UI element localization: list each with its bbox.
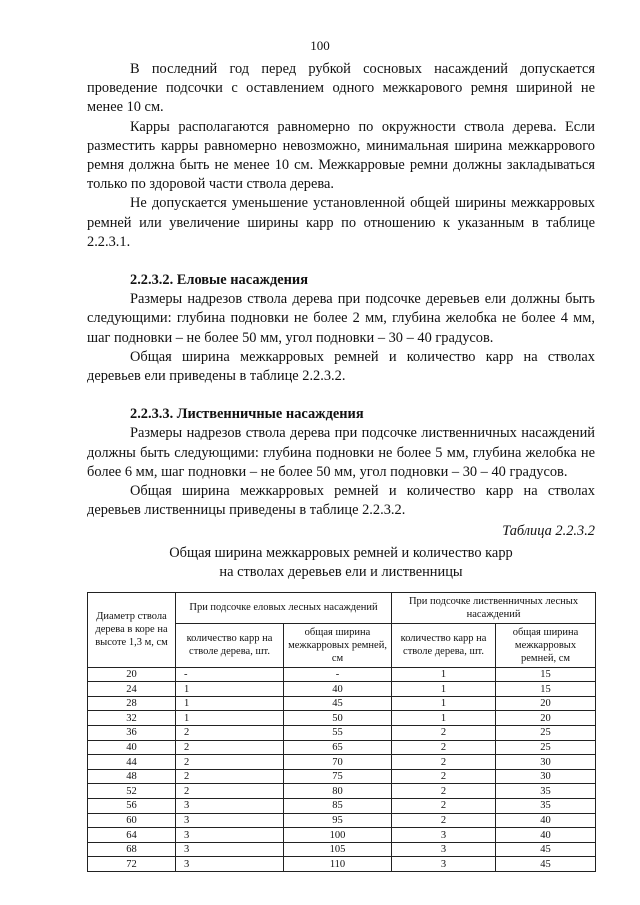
cell-spruce-width: 65 — [284, 740, 392, 755]
cell-spruce-count: 3 — [176, 799, 284, 814]
data-table — [87, 592, 596, 872]
cell-diameter: 52 — [88, 784, 176, 799]
header-larch-width: общая ширина межкарровых ремней, см — [496, 623, 596, 667]
cell-larch-width: 35 — [496, 799, 596, 814]
cell-spruce-width: 50 — [284, 711, 392, 726]
section-heading-larch: 2.2.3.3. Лиственничные насаждения — [130, 406, 364, 423]
cell-diameter: 64 — [88, 828, 176, 843]
cell-spruce-count: 2 — [176, 726, 284, 741]
cell-spruce-width: 80 — [284, 784, 392, 799]
cell-diameter: 28 — [88, 696, 176, 711]
cell-larch-count: 2 — [392, 813, 496, 828]
cell-spruce-width: 75 — [284, 769, 392, 784]
header-group-larch: При подсочке лиственничных лесных насаждений — [392, 592, 596, 623]
cell-diameter: 36 — [88, 726, 176, 741]
cell-larch-width: 15 — [496, 682, 596, 697]
cell-diameter: 44 — [88, 755, 176, 770]
paragraph: Размеры надрезов ствола дерева при подсочке лиственничных насаждений должны быть следующими: глубина подновки не более 5 мм, глубина желобка не более 6 мм, шаг подновки – не более 50 мм, угол подновки – 30 – 40 градусов. — [87, 425, 595, 480]
header-group-spruce: При подсочке еловых лесных насаждений — [176, 592, 392, 623]
cell-spruce-count: 1 — [176, 711, 284, 726]
cell-larch-count: 2 — [392, 726, 496, 741]
cell-larch-count: 3 — [392, 842, 496, 857]
cell-diameter: 56 — [88, 799, 176, 814]
paragraph: Общая ширина межкарровых ремней и количество карр на стволах деревьев ели приведены в таблице 2.2.3.2. — [87, 348, 595, 385]
table-row — [88, 784, 596, 799]
table-row — [88, 726, 596, 741]
cell-spruce-width: 55 — [284, 726, 392, 741]
table-caption — [87, 544, 595, 582]
cell-larch-count: 2 — [392, 784, 496, 799]
cell-larch-count: 1 — [392, 667, 496, 682]
cell-diameter: 48 — [88, 769, 176, 784]
cell-larch-width: 20 — [496, 711, 596, 726]
cell-spruce-count: - — [176, 667, 284, 682]
table-row — [88, 696, 596, 711]
table-row — [88, 842, 596, 857]
cell-spruce-width: 110 — [284, 857, 392, 872]
cell-spruce-count: 3 — [176, 828, 284, 843]
cell-spruce-count: 2 — [176, 769, 284, 784]
table-row — [88, 857, 596, 872]
section-heading-spruce: 2.2.3.2. Еловые насаждения — [130, 272, 308, 289]
document-body — [87, 60, 595, 872]
cell-spruce-width: 100 — [284, 828, 392, 843]
cell-spruce-width: 45 — [284, 696, 392, 711]
cell-diameter: 72 — [88, 857, 176, 872]
table-row — [88, 755, 596, 770]
cell-larch-count: 2 — [392, 769, 496, 784]
cell-spruce-count: 3 — [176, 842, 284, 857]
cell-diameter: 40 — [88, 740, 176, 755]
cell-diameter: 32 — [88, 711, 176, 726]
cell-larch-count: 2 — [392, 755, 496, 770]
cell-spruce-count: 2 — [176, 740, 284, 755]
header-larch-count: количество карр на стволе дерева, шт. — [392, 623, 496, 667]
cell-spruce-width: 40 — [284, 682, 392, 697]
cell-larch-count: 1 — [392, 696, 496, 711]
header-diameter: Диаметр ствола дерева в коре на высоте 1,3 м, см — [88, 592, 176, 667]
cell-spruce-width: 70 — [284, 755, 392, 770]
cell-spruce-width: 105 — [284, 842, 392, 857]
cell-spruce-count: 2 — [176, 784, 284, 799]
cell-spruce-width: - — [284, 667, 392, 682]
cell-spruce-count: 3 — [176, 813, 284, 828]
cell-spruce-width: 95 — [284, 813, 392, 828]
cell-larch-width: 40 — [496, 828, 596, 843]
table-row — [88, 711, 596, 726]
table-caption-line: на стволах деревьев ели и лиственницы — [219, 563, 463, 580]
cell-larch-width: 25 — [496, 740, 596, 755]
cell-larch-width: 40 — [496, 813, 596, 828]
cell-larch-width: 30 — [496, 769, 596, 784]
cell-spruce-count: 1 — [176, 682, 284, 697]
table-row — [88, 813, 596, 828]
cell-spruce-count: 1 — [176, 696, 284, 711]
cell-spruce-width: 85 — [284, 799, 392, 814]
header-spruce-width: общая ширина межкарровых ремней, см — [284, 623, 392, 667]
cell-larch-width: 25 — [496, 726, 596, 741]
cell-larch-count: 3 — [392, 828, 496, 843]
cell-larch-width: 45 — [496, 842, 596, 857]
cell-diameter: 20 — [88, 667, 176, 682]
paragraph: Общая ширина межкарровых ремней и количество карр на стволах деревьев лиственницы приведены в таблице 2.2.3.2. — [87, 483, 595, 519]
cell-diameter: 68 — [88, 842, 176, 857]
cell-larch-count: 2 — [392, 799, 496, 814]
cell-larch-width: 20 — [496, 696, 596, 711]
paragraph: Размеры надрезов ствола дерева при подсочке деревьев ели должны быть следующими: глубина подновки не более 2 мм, глубина желобка не более 4 мм, шаг подновки – не более 50 мм, угол подновки – 30 – 40 градусов. — [87, 291, 595, 346]
cell-larch-width: 30 — [496, 755, 596, 770]
table-row — [88, 682, 596, 697]
cell-larch-width: 45 — [496, 857, 596, 872]
cell-larch-count: 1 — [392, 682, 496, 697]
cell-larch-width: 35 — [496, 784, 596, 799]
table-row — [88, 828, 596, 843]
table-caption-line: Общая ширина межкарровых ремней и количество карр — [169, 544, 513, 561]
table-row — [88, 667, 596, 682]
page-number: 100 — [310, 38, 330, 53]
table-label: Таблица 2.2.3.2 — [502, 523, 595, 540]
cell-larch-width: 15 — [496, 667, 596, 682]
table-row — [88, 740, 596, 755]
cell-spruce-count: 2 — [176, 755, 284, 770]
paragraph: Не допускается уменьшение установленной общей ширины межкарровых ремней или увеличение ширины карр по отношению к указанным в таблице 2.2.3.1. — [87, 195, 595, 250]
table-row — [88, 799, 596, 814]
cell-diameter: 24 — [88, 682, 176, 697]
header-spruce-count: количество карр на стволе дерева, шт. — [176, 623, 284, 667]
table-row — [88, 769, 596, 784]
paragraph: Карры располагаются равномерно по окружности ствола дерева. Если разместить карры равномерно невозможно, минимальная ширина межкаррового ремня должна быть не менее 10 см. Межкарровые ремни должны закладываться только по здоровой части ствола дерева. — [87, 118, 595, 193]
paragraph: В последний год перед рубкой сосновых насаждений допускается проведение подсочки с оставлением одного межкарового ремня шириной не менее 10 см. — [87, 61, 595, 116]
cell-diameter: 60 — [88, 813, 176, 828]
cell-larch-count: 1 — [392, 711, 496, 726]
cell-spruce-count: 3 — [176, 857, 284, 872]
cell-larch-count: 2 — [392, 740, 496, 755]
cell-larch-count: 3 — [392, 857, 496, 872]
